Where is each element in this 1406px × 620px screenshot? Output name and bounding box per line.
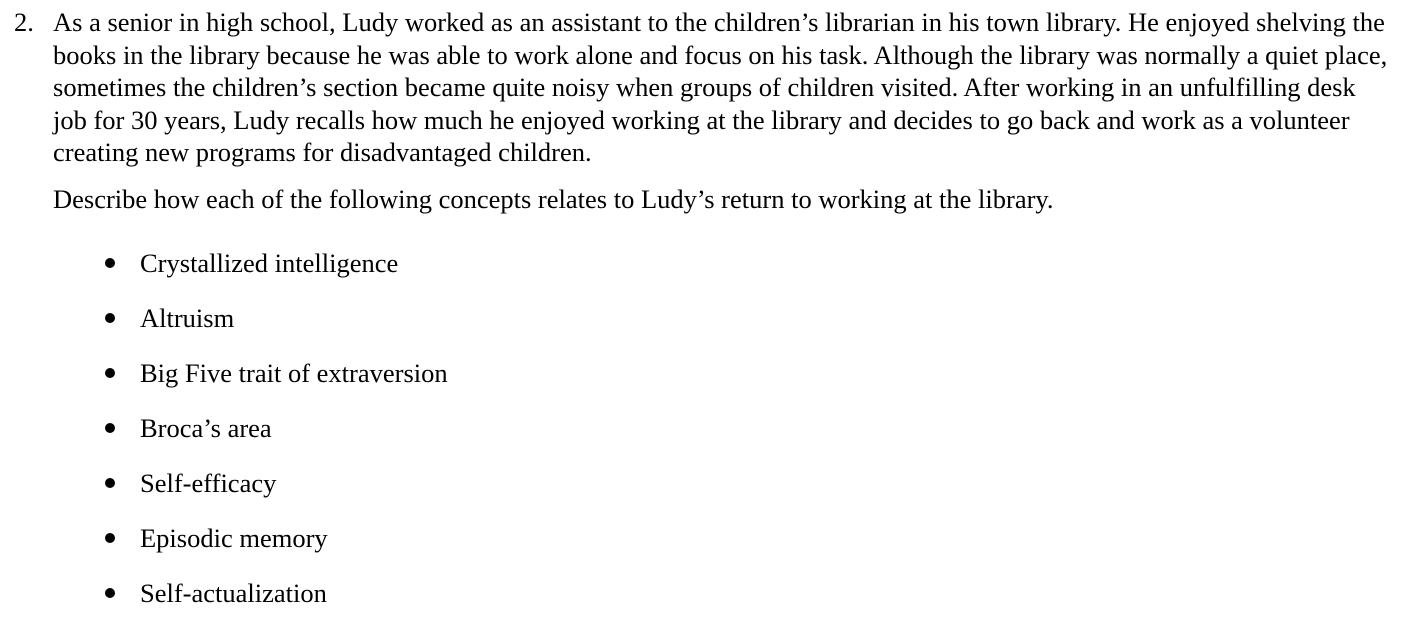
question-row [14, 6, 1394, 620]
question-number: 2. [14, 7, 34, 37]
concept-label: Big Five trait of extraversion [140, 357, 448, 388]
concept-item [53, 400, 1394, 455]
concept-label: Altruism [140, 302, 235, 333]
concept-item [53, 510, 1394, 565]
concept-item [53, 290, 1394, 345]
prompt-paragraph: Describe how each of the following concepts relates to Ludy’s return to working at the library. [53, 183, 1054, 214]
bullet-icon [105, 478, 115, 488]
concept-label: Self-efficacy [140, 467, 277, 498]
scenario-paragraph: As a senior in high school, Ludy worked as an assistant to the children’s librarian in his town library. He enjoyed shelving the books in the library because he was able to work alone and focus on his task. Although the library was normally a quiet place, sometimes the children’s section became quite noisy when groups of children visited. After working in an unfulfilling desk job for 30 years, Ludy recalls how much he enjoyed working at the library and decides to go back and work as a volunteer creating new programs for disadvantaged children. [53, 7, 1388, 167]
bullet-icon [105, 533, 115, 543]
concept-item [53, 345, 1394, 400]
question-body [53, 6, 1394, 620]
bullet-icon [105, 258, 115, 268]
bullet-icon [105, 588, 115, 598]
concept-list [53, 235, 1394, 620]
concept-item [53, 235, 1394, 290]
concept-label: Crystallized intelligence [140, 247, 399, 278]
bullet-icon [105, 313, 115, 323]
question-2 [14, 6, 1394, 620]
concept-item [53, 565, 1394, 620]
concept-label: Episodic memory [140, 522, 328, 553]
bullet-icon [105, 423, 115, 433]
concept-label: Broca’s area [140, 412, 272, 443]
bullet-icon [105, 368, 115, 378]
concept-item [53, 455, 1394, 510]
concept-label: Self-actualization [140, 577, 327, 608]
